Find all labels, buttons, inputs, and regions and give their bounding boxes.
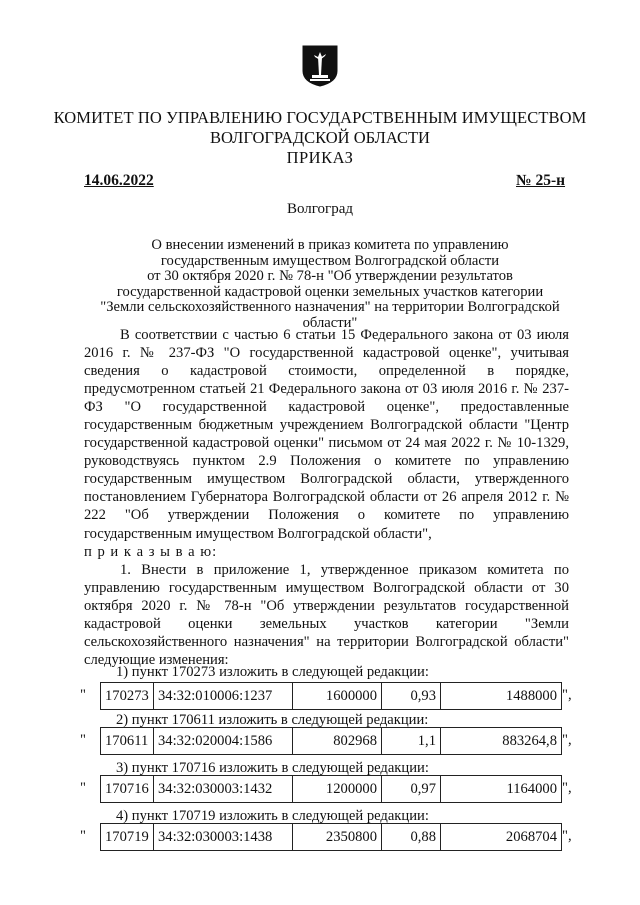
cell-cadastral-number: 34:32:030003:1432 (154, 776, 293, 803)
title-line: области" (302, 314, 358, 331)
cell-cadastral-value: 883264,8 (441, 728, 562, 755)
amendment-row (80, 775, 580, 803)
cell-cadastral-number: 34:32:030003:1438 (154, 824, 293, 851)
cell-area: 1600000 (293, 683, 382, 710)
open-quote: " (80, 732, 86, 748)
amendment-caption: 4) пункт 170719 изложить в следующей редакции: (116, 808, 429, 824)
cell-cadastral-number: 34:32:010006:1237 (154, 683, 293, 710)
cell-coefficient: 1,1 (382, 728, 441, 755)
coat-of-arms-emblem (302, 45, 338, 87)
committee-name-line1: КОМИТЕТ ПО УПРАВЛЕНИЮ ГОСУДАРСТВЕННЫМ ИМУЩЕСТВОМ (53, 108, 587, 127)
preamble-paragraph: В соответствии с частью 6 статьи 15 Федерального закона от 03 июля 2016 г. № 237-ФЗ "О государственной кадастровой оценке", учитывая сведения о кадастровой стоимости, определенной в порядке, предусмотренном статьей 21 Федерального закона от 03 июля 2016 г. № 237-ФЗ "О государственной кадастровой оценке", предоставленные государственным бюджетным учреждением Волгоградской области "Центр государственной кадастровой оценки" письмом от 24 мая 2022 г. № 10-1329, руководствуясь пунктом 2.9 Положения о комитете по управлению государственным имуществом Волгоградской области, утвержденного постановлением Губернатора Волгоградской области от 26 апреля 2012 г. № 222 "Об утверждении Положения о комитете по управлению государственным имуществом Волгоградской области", (84, 327, 569, 542)
cell-area: 2350800 (293, 824, 382, 851)
amendment-row (80, 823, 580, 851)
cell-coefficient: 0,93 (382, 683, 441, 710)
city: Волгоград (286, 201, 353, 217)
title-line: государственной кадастровой оценки земельных участков категории (116, 283, 544, 300)
document-type: ПРИКАЗ (286, 148, 354, 167)
amendment-caption: 2) пункт 170611 изложить в следующей редакции: (116, 712, 429, 728)
cell-item-id: 170716 (101, 776, 154, 803)
order-word: п р и к а з ы в а ю: (84, 543, 218, 560)
cell-cadastral-value: 1488000 (441, 683, 562, 710)
title-line: "Земли сельскохозяйственного назначения" на территории Волгоградской (100, 299, 560, 316)
open-quote: " (80, 687, 86, 703)
order-title (75, 238, 585, 332)
open-quote: " (80, 780, 86, 796)
order-body (84, 326, 569, 669)
cell-cadastral-number: 34:32:020004:1586 (154, 728, 293, 755)
title-line: от 30 октября 2020 г. № 78-н "Об утверждении результатов (147, 268, 513, 285)
cell-area: 1200000 (293, 776, 382, 803)
cell-item-id: 170719 (101, 824, 154, 851)
close-quote: ", (562, 732, 572, 748)
close-quote: ", (562, 687, 572, 703)
amendment-table (100, 727, 562, 755)
title-line: государственным имуществом Волгоградской области (160, 252, 500, 269)
cell-cadastral-value: 2068704 (441, 824, 562, 851)
amendment-row (80, 682, 580, 710)
cell-coefficient: 0,97 (382, 776, 441, 803)
close-quote: ", (562, 780, 572, 796)
open-quote: " (80, 828, 86, 844)
amendment-caption: 3) пункт 170716 изложить в следующей редакции: (116, 760, 429, 776)
cell-item-id: 170611 (101, 728, 154, 755)
amendment-caption: 1) пункт 170273 изложить в следующей редакции: (116, 664, 429, 680)
cell-area: 802968 (293, 728, 382, 755)
order-number: № 25-н (516, 172, 566, 189)
cell-item-id: 170273 (101, 683, 154, 710)
title-line: О внесении изменений в приказ комитета по управлению (151, 237, 509, 253)
amendment-table (100, 823, 562, 851)
committee-name-line2: ВОЛГОГРАДСКОЙ ОБЛАСТИ (210, 128, 430, 147)
item-1-paragraph: 1. Внести в приложение 1, утвержденное приказом комитета по управлению государственным имуществом Волгоградской области от 30 октября 2020 г. № 78-н "Об утверждении результатов государственной кадастровой оценки земельных участков категории "Земли сельскохозяйственного назначения" на территории Волгоградской области" следующие изменения: (84, 561, 569, 668)
order-date: 14.06.2022 (84, 172, 154, 189)
cell-coefficient: 0,88 (382, 824, 441, 851)
amendment-row (80, 727, 580, 755)
amendment-table (100, 682, 562, 710)
amendment-table (100, 775, 562, 803)
close-quote: ", (562, 828, 572, 844)
cell-cadastral-value: 1164000 (441, 776, 562, 803)
